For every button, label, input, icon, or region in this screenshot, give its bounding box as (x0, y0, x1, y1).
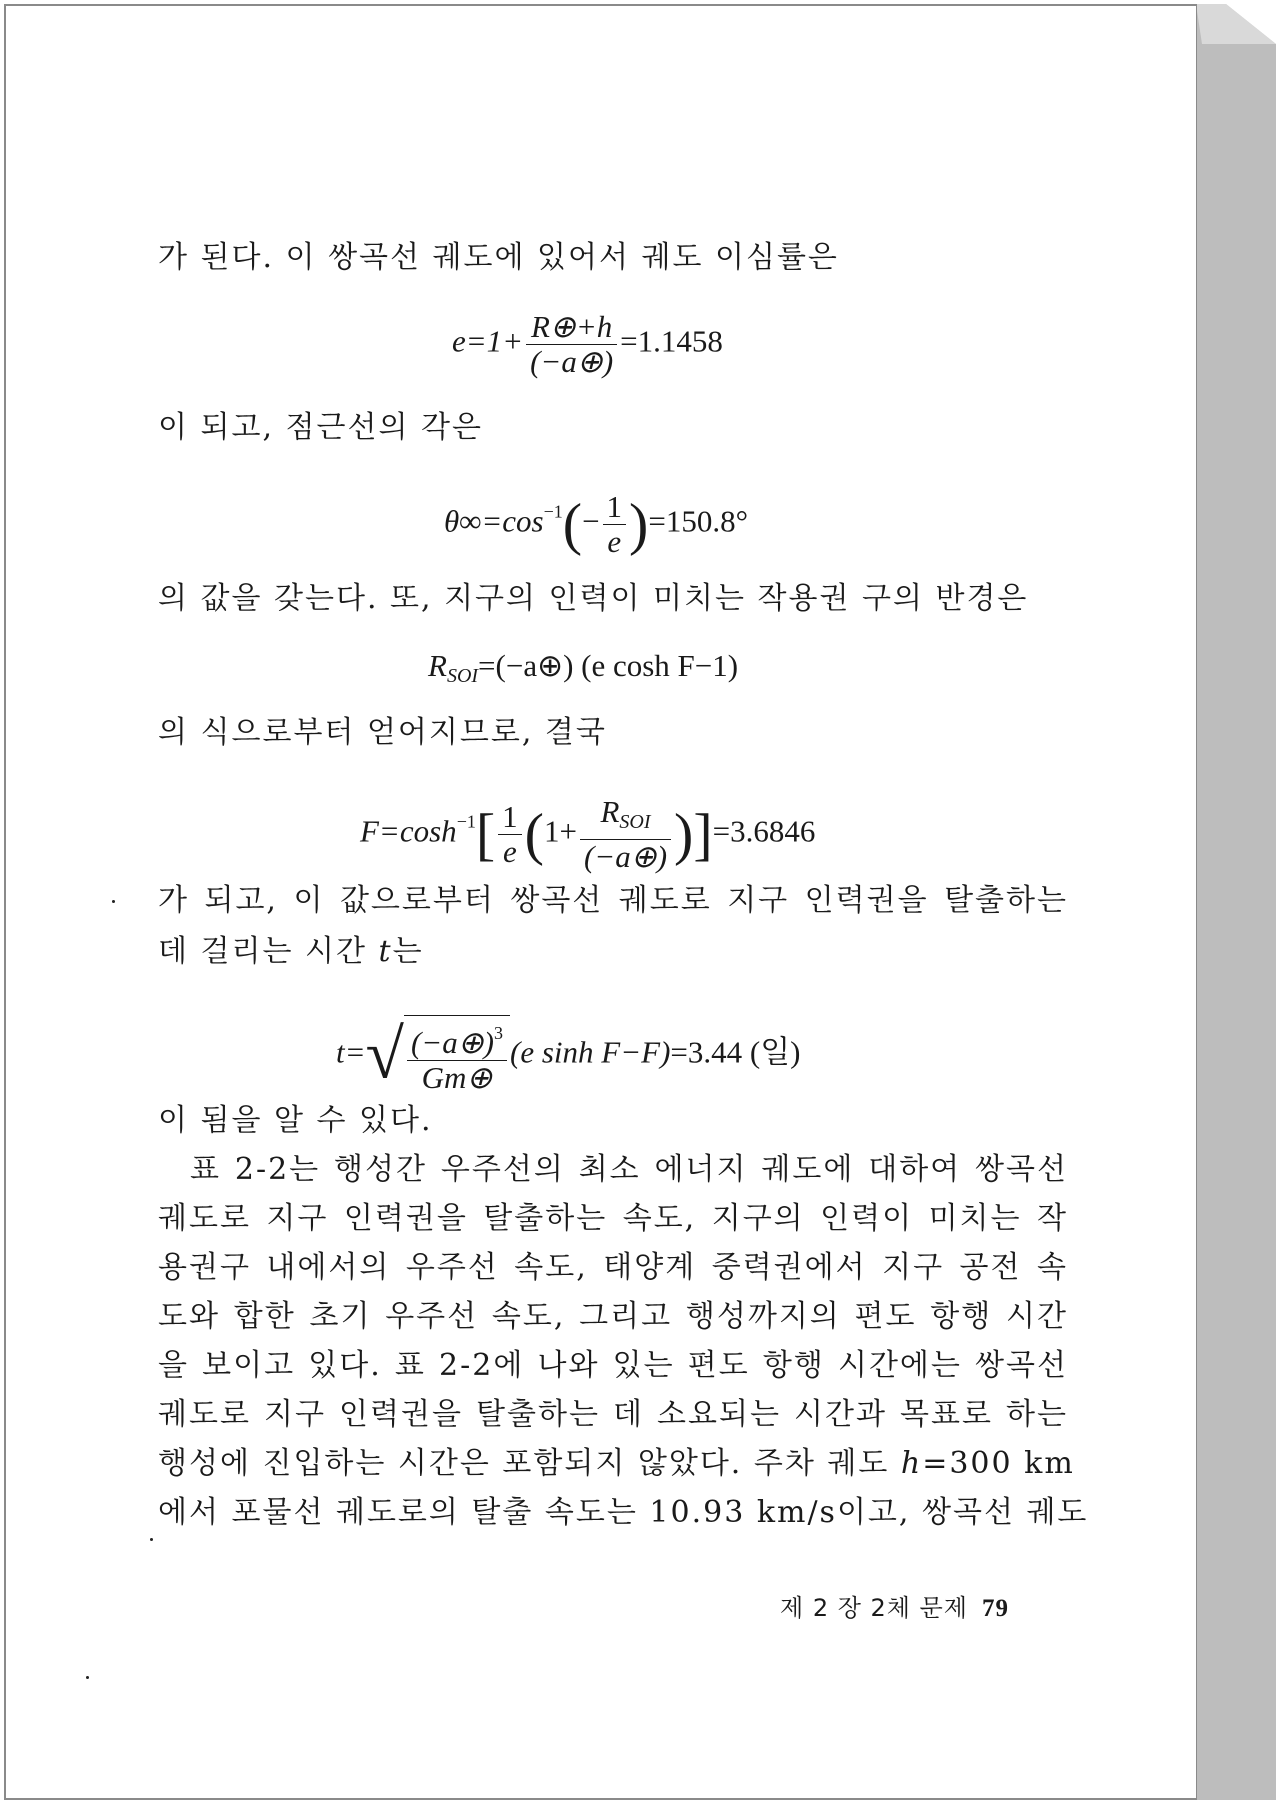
scan-speck (86, 1676, 89, 1679)
paragraph-line: 이 되고, 점근선의 각은 (158, 410, 483, 445)
equation-hyperbolic-anomaly: $F=\cosh^{-1}$[ $\frac{1}{e}$ (1+ $\frac{R_{SOI}}{(-a\oplus)}$ )]=3.6846 (360, 794, 816, 874)
book-page-edge (1196, 4, 1276, 1800)
paragraph-line: 용권구 내에서의 우주선 속도, 태양계 중력권에서 지구 공전 속 (158, 1250, 1068, 1285)
paragraph-line: 표 2-2는 행성간 우주선의 최소 에너지 궤도에 대하여 쌍곡선 (190, 1152, 1068, 1187)
page-footer (780, 1588, 1009, 1623)
paragraph-line: 의 식으로부터 얻어지므로, 결국 (158, 715, 607, 750)
paragraph-line: 도와 합한 초기 우주선 속도, 그리고 행성까지의 편도 항행 시간 (158, 1299, 1068, 1334)
scan-speck (112, 900, 115, 903)
chapter-title: 제 2 장 2체 문제 (780, 1594, 968, 1622)
scan-speck (150, 1538, 153, 1541)
page-number: 79 (981, 1595, 1009, 1622)
paragraph-line: 데 걸리는 시간 t는 (158, 934, 424, 969)
equation-asymptote-angle: $\theta\infty=\cos^{-1}(-$ $\frac{1}{e}$ )=150.8° (444, 489, 749, 559)
paragraph-line: 가 된다. 이 쌍곡선 궤도에 있어서 궤도 이심률은 (158, 240, 839, 275)
equation-eccentricity: e=1+ $\frac{R\oplus+h}{(-a\oplus)}$ =1.1458 (452, 309, 723, 379)
paragraph-line: 가 되고, 이 값으로부터 쌍곡선 궤도로 지구 인력권을 탈출하는 (158, 883, 1068, 918)
paragraph-line: 에서 포물선 궤도로의 탈출 속도는 10.93 km/s이고, 쌍곡선 궤도 (158, 1495, 1089, 1530)
equation-escape-time: t=√ $\frac{(-a\oplus)^3}{Gm\oplus}$ (e sinh F−F)=3.44 (일) (336, 1016, 801, 1095)
paragraph-line: 궤도로 지구 인력권을 탈출하는 데 소요되는 시간과 목표로 하는 (158, 1397, 1068, 1432)
paragraph-line: 이 됨을 알 수 있다. (158, 1103, 433, 1138)
equation-soi-radius: $R_{SOI}=(-a\oplus)$ (e cosh F−1) (428, 648, 739, 687)
paragraph-line: 행성에 진입하는 시간은 포함되지 않았다. 주차 궤도 h=300 km (158, 1446, 1075, 1481)
paragraph-line: 의 값을 갖는다. 또, 지구의 인력이 미치는 작용권 구의 반경은 (158, 581, 1029, 616)
paragraph-line: 을 보이고 있다. 표 2-2에 나와 있는 편도 항행 시간에는 쌍곡선 (158, 1348, 1068, 1383)
paragraph-line: 궤도로 지구 인력권을 탈출하는 속도, 지구의 인력이 미치는 작 (158, 1201, 1068, 1236)
